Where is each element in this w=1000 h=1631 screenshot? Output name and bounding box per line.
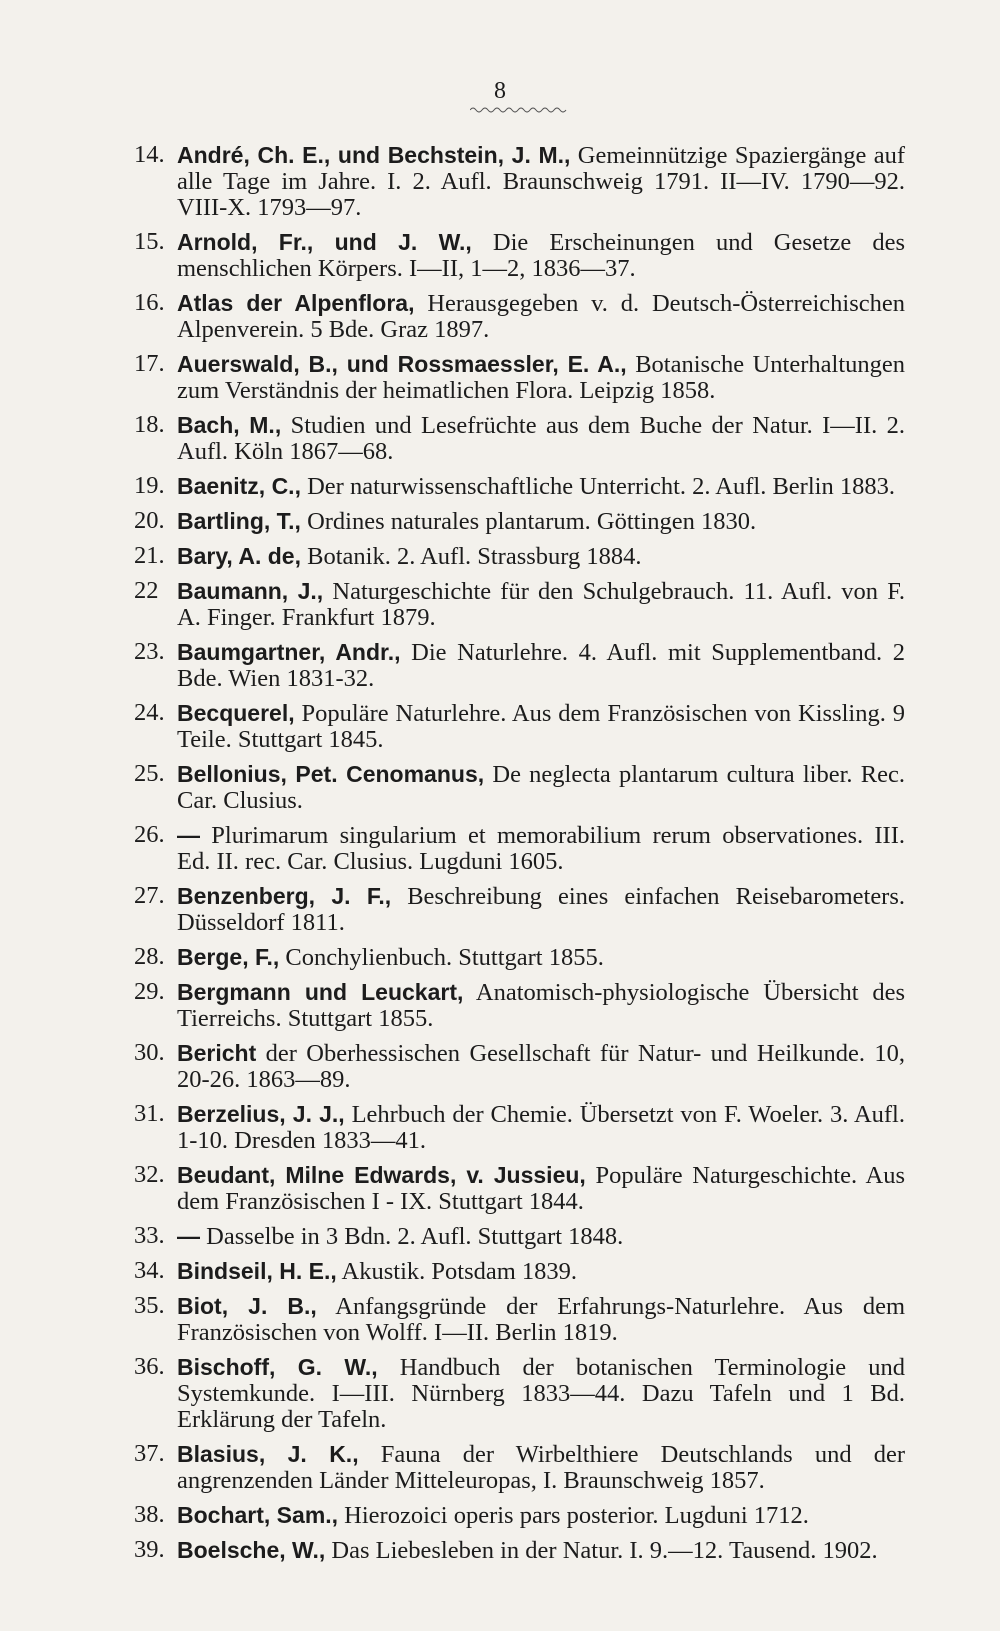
entry-author: Auerswald, B., und Rossmaessler, E. A., xyxy=(177,351,627,377)
entry-number: 22 xyxy=(134,577,159,604)
entry-author: Bary, A. de, xyxy=(177,543,301,569)
entry-author: Bach, M., xyxy=(177,412,282,438)
entry-author: Bischoff, G. W., xyxy=(177,1354,378,1380)
entry-number: 36. xyxy=(134,1353,165,1380)
bibliography-entry xyxy=(0,1293,1000,1346)
entry-text: Die Erscheinungen und Gesetze des menschlichen Körpers. I—II, 1—2, 1836—37. xyxy=(177,229,906,282)
entry-text: der Oberhessischen Gesellschaft für Natur- und Heilkunde. 10, 20-26. 1863—89. xyxy=(177,1040,905,1093)
entry-text: Gemeinnützige Spaziergänge auf alle Tage im Jahre. I. 2. Aufl. Braunschweig 1791. II—IV. 1790—92. VIII-X. 1793—97. xyxy=(177,142,905,221)
entry-text: Der naturwissenschaftliche Unterricht. 2. Aufl. Berlin 1883. xyxy=(307,473,895,500)
bibliography-entry xyxy=(0,578,1000,631)
entry-text: Herausgegeben v. d. Deutsch-Österreichischen Alpenverein. 5 Bde. Graz 1897. xyxy=(177,290,906,343)
page-number: 8 xyxy=(494,78,506,104)
bibliography-entry xyxy=(0,1502,1000,1529)
entry-text: Populäre Naturgeschichte. Aus dem Französischen I - IX. Stuttgart 1844. xyxy=(177,1162,905,1215)
entry-author: Beudant, Milne Edwards, v. Jussieu, xyxy=(177,1162,586,1188)
entry-text: Botanik. 2. Aufl. Strassburg 1884. xyxy=(307,543,642,570)
entry-text: Fauna der Wirbelthiere Deutschlands und der angrenzenden Länder Mitteleuropas, I. Braunschweig 1857. xyxy=(177,1441,905,1494)
entry-author: Becquerel, xyxy=(177,700,295,726)
entry-number: 19. xyxy=(134,472,165,499)
entry-text: Lehrbuch der Chemie. Übersetzt von F. Woeler. 3. Aufl. 1-10. Dresden 1833—41. xyxy=(177,1101,905,1154)
entry-author: — xyxy=(177,1223,200,1249)
entry-number: 34. xyxy=(134,1257,165,1284)
entry-number: 32. xyxy=(134,1161,165,1188)
entry-text: Handbuch der botanischen Terminologie und Systemkunde. I—III. Nürnberg 1833—44. Dazu Tafeln und 1 Bd. Erklärung der Tafeln. xyxy=(177,1354,906,1433)
entry-author: Baumgartner, Andr., xyxy=(177,639,401,665)
entry-text: De neglecta plantarum cultura liber. Rec. Car. Clusius. xyxy=(177,761,905,814)
bibliography-entry xyxy=(0,1441,1000,1494)
bibliography-entry xyxy=(0,944,1000,971)
bibliography-entry xyxy=(0,473,1000,500)
entry-author: Bergmann und Leuckart, xyxy=(177,979,464,1005)
entry-number: 27. xyxy=(134,882,165,909)
bibliography-entry xyxy=(0,543,1000,570)
bibliography-entry xyxy=(0,290,1000,343)
entry-text: Akustik. Potsdam 1839. xyxy=(341,1258,578,1285)
entry-author: Blasius, J. K., xyxy=(177,1441,359,1467)
entry-text: Dasselbe in 3 Bdn. 2. Aufl. Stuttgart 1848. xyxy=(206,1223,624,1250)
entry-text: Populäre Naturlehre. Aus dem Französischen von Kissling. 9 Teile. Stuttgart 1845. xyxy=(177,700,906,753)
entry-number: 25. xyxy=(134,760,165,787)
entry-number: 30. xyxy=(134,1039,165,1066)
entry-author: Boelsche, W., xyxy=(177,1537,326,1563)
entry-text: Hierozoici operis pars posterior. Lugduni 1712. xyxy=(344,1502,809,1529)
entry-number: 38. xyxy=(134,1501,165,1528)
entry-author: Bindseil, H. E., xyxy=(177,1258,337,1284)
bibliography-entry xyxy=(0,142,1000,221)
entry-author: Benzenberg, J. F., xyxy=(177,883,392,909)
bibliography-entry xyxy=(0,883,1000,936)
bibliography-entry xyxy=(0,1354,1000,1433)
entry-text: Studien und Lesefrüchte aus dem Buche der Natur. I—II. 2. Aufl. Köln 1867—68. xyxy=(177,412,906,465)
entry-number: 33. xyxy=(134,1222,165,1249)
entry-number: 14. xyxy=(134,141,165,168)
entry-text: Plurimarum singularium et memorabilium rerum observationes. III. Ed. II. rec. Car. Clusius. Lugduni 1605. xyxy=(177,822,905,875)
entry-number: 31. xyxy=(134,1100,165,1127)
entry-number: 20. xyxy=(134,507,165,534)
entry-text: Anfangsgründe der Erfahrungs-Naturlehre. Aus dem Französischen von Wolff. I—II. Berlin 1819. xyxy=(177,1293,905,1346)
entry-number: 35. xyxy=(134,1292,165,1319)
entry-text: Die Naturlehre. 4. Aufl. mit Supplementband. 2 Bde. Wien 1831-32. xyxy=(177,639,905,692)
entry-author: Baenitz, C., xyxy=(177,473,301,499)
bibliography-entry xyxy=(0,700,1000,753)
entry-text: Das Liebesleben in der Natur. I. 9.—12. Tausend. 1902. xyxy=(331,1537,878,1564)
entry-text: Anatomisch-physiologische Übersicht des Tierreichs. Stuttgart 1855. xyxy=(177,979,906,1032)
entry-number: 37. xyxy=(134,1440,165,1467)
entry-author: Biot, J. B., xyxy=(177,1293,317,1319)
entry-author: Bellonius, Pet. Cenomanus, xyxy=(177,761,485,787)
bibliography-entry xyxy=(0,1223,1000,1250)
entry-text: Naturgeschichte für den Schulgebrauch. 11. Aufl. von F. A. Finger. Frankfurt 1879. xyxy=(177,578,905,631)
ornament-divider xyxy=(470,106,570,114)
entry-author: Arnold, Fr., und J. W., xyxy=(177,229,472,255)
entry-text: Beschreibung eines einfachen Reisebarometers. Düsseldorf 1811. xyxy=(177,883,906,936)
bibliography-entry xyxy=(0,508,1000,535)
entry-number: 29. xyxy=(134,978,165,1005)
entry-number: 17. xyxy=(134,350,165,377)
entry-number: 26. xyxy=(134,821,165,848)
entry-text: Ordines naturales plantarum. Göttingen 1830. xyxy=(307,508,757,535)
entry-number: 16. xyxy=(134,289,165,316)
entry-number: 15. xyxy=(134,228,165,255)
entry-author: Atlas der Alpenflora, xyxy=(177,290,415,316)
bibliography-entry xyxy=(0,639,1000,692)
entry-author: Baumann, J., xyxy=(177,578,324,604)
entry-author: Berge, F., xyxy=(177,944,280,970)
bibliography-entry xyxy=(0,822,1000,875)
bibliography-entry xyxy=(0,351,1000,404)
entry-number: 18. xyxy=(134,411,165,438)
entry-author: Bericht xyxy=(177,1040,257,1066)
bibliography-entry xyxy=(0,412,1000,465)
entry-author: Bochart, Sam., xyxy=(177,1502,339,1528)
entry-author: André, Ch. E., und Bechstein, J. M., xyxy=(177,142,571,168)
bibliography-entry xyxy=(0,1537,1000,1564)
entry-text: Conchylienbuch. Stuttgart 1855. xyxy=(285,944,604,971)
bibliography-entry xyxy=(0,979,1000,1032)
entry-number: 28. xyxy=(134,943,165,970)
bibliography-entry xyxy=(0,761,1000,814)
entry-author: Berzelius, J. J., xyxy=(177,1101,345,1127)
entry-number: 21. xyxy=(134,542,165,569)
bibliography-entry xyxy=(0,1258,1000,1285)
entry-number: 23. xyxy=(134,638,165,665)
bibliography-entry xyxy=(0,1162,1000,1215)
entry-text: Botanische Unterhaltungen zum Verständnis der heimatlichen Flora. Leipzig 1858. xyxy=(177,351,906,404)
bibliography-entry xyxy=(0,1101,1000,1154)
bibliography-entry xyxy=(0,229,1000,282)
entry-author: Bartling, T., xyxy=(177,508,301,534)
entry-number: 39. xyxy=(134,1536,165,1563)
bibliography-list xyxy=(0,142,1000,1572)
bibliography-entry xyxy=(0,1040,1000,1093)
entry-author: — xyxy=(177,822,200,848)
entry-number: 24. xyxy=(134,699,165,726)
